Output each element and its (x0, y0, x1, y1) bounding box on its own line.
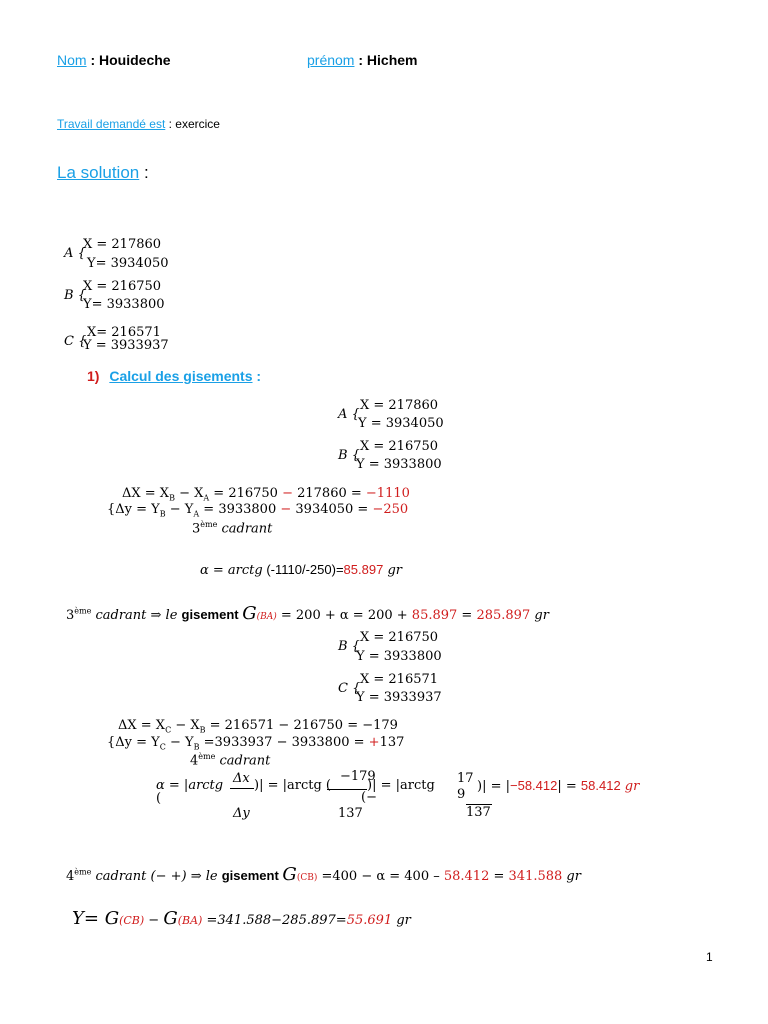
delta2-cadrant-num: 4 (190, 753, 199, 769)
delta1-dy-mid: − Y (165, 502, 194, 517)
section-1-colon: : (252, 368, 262, 384)
delta2-cadrant-word: cadrant (215, 753, 271, 769)
point-c-y: Y = 3933937 (83, 338, 169, 353)
gis-ba-cadrant: cadrant ⇒ le (91, 608, 182, 623)
delta2-dy-mid: − Y (165, 735, 194, 750)
gis-cb-eq: =400 − α = 400 – (317, 869, 444, 884)
alpha2-p5-text: | = (557, 779, 581, 794)
gis-ba-eq2: = (457, 608, 477, 623)
gis-ba-result: 285.897 (476, 608, 531, 623)
alpha1-value: 85.897 (343, 562, 384, 577)
block2-b-name: B { (338, 639, 360, 654)
final-y: Y= (72, 908, 105, 929)
final-line (72, 908, 411, 929)
travail-value: : exercice (165, 117, 220, 131)
block1-b-name: B { (338, 448, 360, 463)
delta1-dx-mid: − X (174, 486, 204, 501)
block1-a-y: Y = 3934050 (358, 416, 444, 431)
block1-b-y: Y = 3933800 (356, 457, 442, 472)
delta2-dy-sub-b: B (193, 742, 200, 752)
point-b-y: Y= 3933800 (83, 297, 165, 312)
delta1-dy-post: 3934050 = (291, 502, 373, 517)
alpha2-frac3-num: 17 (457, 771, 474, 786)
delta2-dy-plus: + (368, 735, 380, 750)
alpha2-frac1-num: Δx (233, 771, 250, 786)
delta2-cadrant (190, 752, 270, 768)
alpha2-frac2-den: 137 (338, 806, 363, 821)
alpha2-frac1-line (230, 788, 254, 789)
alpha2-p1 (156, 778, 223, 793)
delta1-dx-result: −1110 (365, 486, 410, 501)
delta1-dy (107, 502, 408, 519)
alpha2-p1-text: α = |arctg (156, 778, 224, 793)
section-1-title: Calcul des gisements (109, 368, 253, 384)
block2-c-name: C { (338, 681, 361, 696)
delta1-dx (122, 486, 410, 503)
section-1-number: 1) (87, 368, 100, 384)
delta2-dx-mid: − X (171, 718, 200, 733)
alpha2-p2 (254, 778, 331, 793)
gis-cb-result: 341.588 (508, 869, 563, 884)
point-a-y: Y= 3934050 (87, 256, 169, 271)
delta1-dx-post: 217860 = (292, 486, 366, 501)
point-a-x: X = 217860 (83, 237, 162, 252)
solution-heading (57, 163, 149, 183)
block2-b-y: Y = 3933800 (356, 649, 442, 664)
alpha2-open-paren2: (− (361, 790, 377, 805)
nom-label: Nom (57, 52, 87, 68)
delta1-dx-pre: ΔX = X (122, 486, 170, 501)
final-result: 55.691 (346, 913, 393, 928)
gis-cb-sup: ème (74, 867, 92, 877)
gis-ba-sup: ème (74, 606, 92, 616)
delta2-dx (118, 718, 398, 735)
travail-line (57, 117, 220, 131)
gis-cb-num: 4 (66, 869, 75, 884)
delta2-dx-pre: ΔX = X (118, 718, 166, 733)
alpha2-p2-text: )| = |arctg ( (254, 778, 331, 793)
prenom-label: prénom (307, 52, 355, 68)
point-b-name: B { (64, 288, 86, 303)
final-eq: =341.588−285.897= (202, 913, 347, 928)
alpha2-frac2-num: −179 (340, 769, 376, 784)
alpha1-unit: gr (383, 563, 402, 578)
prenom-line (307, 52, 417, 68)
alpha2-unit: gr (620, 779, 640, 794)
solution-label: La solution (57, 163, 140, 182)
alpha1-line (200, 562, 402, 578)
gis-cb-cadrant: cadrant (− +) ⇒ le (91, 869, 222, 884)
delta1-dy-sub-b: B (159, 509, 166, 519)
travail-label: Travail demandé est (57, 117, 166, 131)
page-number: 1 (706, 950, 713, 964)
delta2-dx-eq: = 216571 − 216750 = −179 (205, 718, 398, 733)
point-b-x: X = 216750 (83, 279, 162, 294)
delta1-dy-sub-a: A (193, 509, 200, 519)
gis-cb-word: gisement (221, 868, 283, 883)
final-g2: G (163, 908, 178, 929)
block1-b-x: X = 216750 (360, 439, 439, 454)
final-g1: G (104, 908, 120, 929)
nom-line (57, 52, 171, 68)
alpha2-p4-text: )| = | (477, 779, 510, 794)
solution-colon: : (139, 163, 149, 182)
gis-cb-g: G (282, 864, 297, 885)
gis-ba-unit: gr (530, 608, 549, 623)
delta2-dy-pre: {Δy = Y (107, 735, 160, 750)
alpha2-value: 58.412 (580, 778, 621, 793)
delta2-cadrant-sup: ème (198, 752, 216, 761)
gis-ba-alpha: 85.897 (411, 608, 458, 623)
delta1-dx-sub-a: A (203, 493, 210, 503)
alpha2-frac1-den: Δy (233, 806, 250, 821)
delta1-dx-eq: = 216750 (209, 486, 283, 501)
nom-value: : Houideche (86, 52, 171, 68)
gisement-cb-line (66, 864, 581, 885)
alpha2-p4-line (477, 778, 639, 794)
gisement-ba-line (66, 603, 549, 624)
alpha2-p3-text: )| = |arctg (367, 778, 435, 793)
delta1-cadrant-word: cadrant (217, 521, 273, 537)
alpha2-p3 (367, 778, 435, 793)
final-minus: − (144, 913, 164, 928)
delta1-dx-sub-b: B (169, 493, 175, 503)
gis-cb-alpha: 58.412 (443, 869, 490, 884)
block2-c-y: Y = 3933937 (356, 690, 442, 705)
point-a-name: A { (64, 246, 86, 261)
final-unit: gr (392, 913, 411, 928)
delta1-dy-eq: = 3933800 (199, 502, 281, 517)
alpha2-frac3-mid: 9 (457, 787, 466, 802)
alpha2-value-neg: −58.412 (510, 778, 558, 793)
alpha2-frac3-den: 137 (466, 805, 491, 820)
delta1-dy-pre: {Δy = Y (107, 502, 160, 517)
prenom-value: : Hichem (354, 52, 418, 68)
block1-a-name: A { (338, 407, 360, 422)
delta2-dy-sub-c: C (159, 742, 166, 752)
delta1-cadrant-num: 3 (192, 521, 201, 537)
delta1-dy-result: −250 (372, 502, 409, 517)
delta1-dx-minus: − (282, 486, 293, 501)
delta2-dy-eq: =3933937 − 3933800 = (199, 735, 369, 750)
gis-ba-sub: (BA) (256, 612, 277, 622)
final-sub2: (BA) (177, 914, 203, 927)
gis-ba-eq: = 200 + α = 200 + (276, 608, 412, 623)
point-c-x: X= 216571 (87, 325, 161, 340)
delta2-dy-result: 137 (379, 735, 405, 750)
point-c-name: C { (64, 334, 87, 349)
alpha2-open-paren1: ( (156, 791, 162, 806)
gis-ba-g: G (242, 603, 257, 624)
block2-c-x: X = 216571 (360, 672, 439, 687)
alpha1-pre: α = arctg (200, 563, 263, 578)
block1-a-x: X = 217860 (360, 398, 439, 413)
delta1-dy-minus: − (280, 502, 292, 517)
section-1-heading (87, 368, 261, 384)
delta2-dx-sub-c: C (165, 725, 172, 735)
delta1-cadrant-sup: ème (200, 520, 218, 529)
final-sub1: (CB) (119, 914, 145, 927)
delta1-cadrant (192, 520, 272, 536)
gis-cb-sub: (CB) (296, 873, 318, 883)
gis-ba-num: 3 (66, 608, 75, 623)
gis-ba-word: gisement (181, 607, 243, 622)
gis-cb-unit: gr (562, 869, 581, 884)
block2-b-x: X = 216750 (360, 630, 439, 645)
delta2-dx-sub-b: B (199, 725, 206, 735)
delta2-dy (107, 735, 404, 752)
alpha1-mid: (-1110/-250)= (262, 562, 344, 577)
gis-cb-eq2: = (489, 869, 509, 884)
